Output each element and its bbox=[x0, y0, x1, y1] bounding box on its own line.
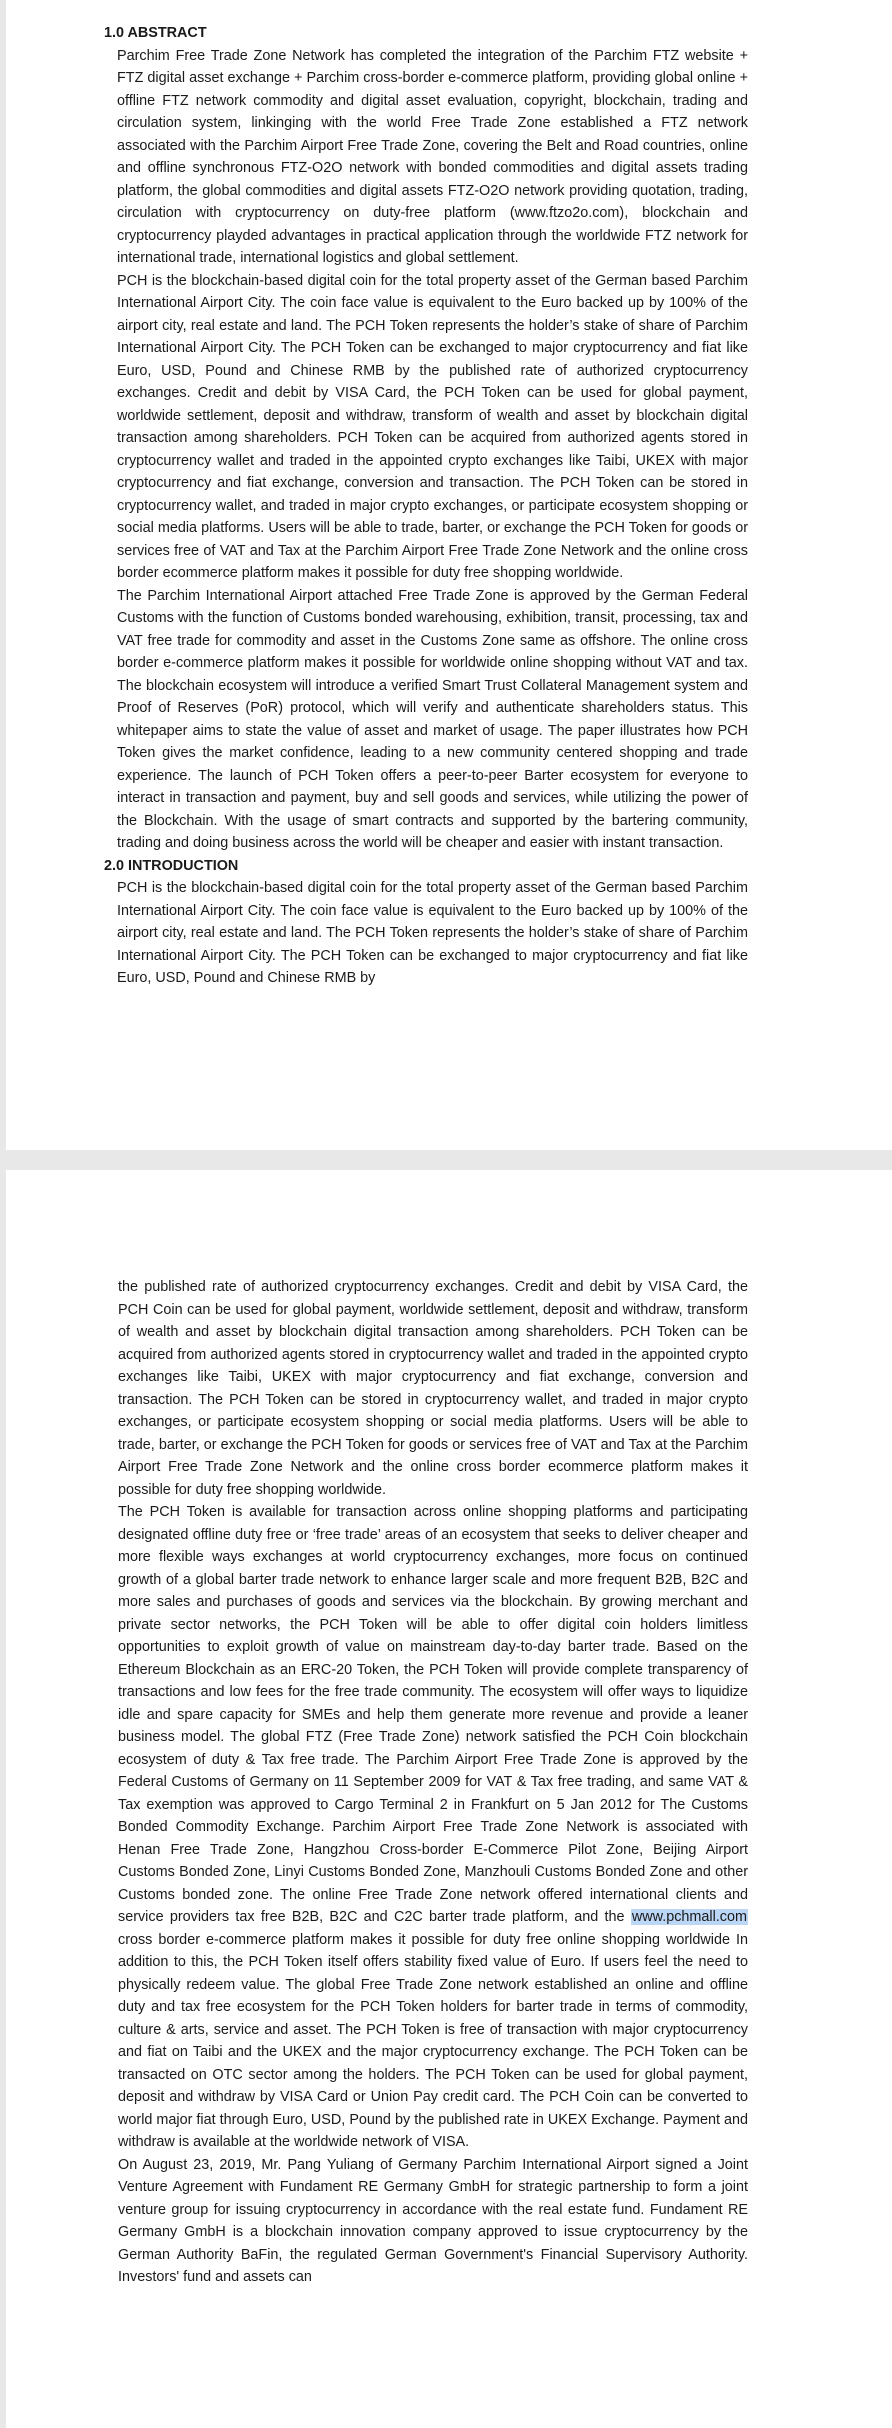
introduction-paragraph-1-continued: the published rate of authorized cryptocurrency exchanges. Credit and debit by VISA Card, the PCH Coin can be used for global payment, worldwide settlement, deposit and withdraw, transform of wealth and asset by blockchain digital transaction among shareholders. PCH Token can be acquired from authorized agents stored in cryptocurrency wallet and traded in the appointed crypto exchanges like Taibi, UKEX with major cryptocurrency and fiat exchange, conversion and transaction. The PCH Token can be stored in cryptocurrency wallet, and traded in major crypto exchanges, or participate ecosystem shopping or social media platforms. Users will be able to trade, barter, or exchange the PCH Token for goods or services free of VAT and Tax at the Parchim Airport Free Trade Zone Network and the online cross border ecommerce platform makes it possible for duty free shopping worldwide. bbox=[118, 1279, 748, 1498]
abstract-paragraph-1: Parchim Free Trade Zone Network has completed the integration of the Parchim FTZ website + FTZ digital asset exchange + Parchim cross-border e-commerce platform, providing global online + offline FTZ network commodity and digital asset evaluation, copyright, blockchain, trading and circulation system, linkinging with the world Free Trade Zone established a FTZ network associated with the Parchim Airport Free Trade Zone, covering the Belt and Road countries, online and offline synchronous FTZ-O2O network with bonded commodities and digital assets trading platform, the global commodities and digital assets FTZ-O2O network providing quotation, trading, circulation with cryptocurrency on duty-free platform (www.ftzo2o.com), blockchain and cryptocurrency playded advantages in practical application through the worldwide FTZ network for international trade, international logistics and global settlement. bbox=[117, 47, 748, 266]
document-page-1 bbox=[6, 0, 892, 1150]
paragraph-text-after-link: cross border e-commerce platform makes it possible for duty free online shopping worldwide In addition to this, the PCH Token itself offers stability fixed value of Euro. If users feel the need to physically redeem value. The global Free Trade Zone network established an online and offline duty and tax free ecosystem for the PCH Token holders for barter trade in terms of commodity, culture & arts, service and asset. The PCH Token is free of transaction with major cryptocurrency and fiat on Taibi and the UKEX and the major cryptocurrency exchange. The PCH Token can be transacted on OTC sector among the holders. The PCH Token can be used for global payment, deposit and withdraw by VISA Card or Union Pay credit card. The PCH Coin can be converted to world major fiat through Euro, USD, Pound by the published rate in UKEX Exchange. Payment and withdraw is available at the worldwide network of VISA. bbox=[118, 1931, 748, 2150]
introduction-heading: 2.0 INTRODUCTION bbox=[104, 857, 239, 874]
paragraph-text-before-link: The PCH Token is available for transaction across online shopping platforms and participating designated offline duty free or ‘free trade’ areas of an ecosystem that seeks to deliver cheaper and more flexible ways exchanges at world cryptocurrency exchanges, more focus on continued growth of a global barter trade network to enhance larger scale and more frequent B2B, B2C and more sales and purchases of goods and services via the blockchain. By growing merchant and private sector networks, the PCH Token will be able to offer digital coin holders limitless opportunities to exploit growth of value on mainstream day-to-day barter trade. Based on the Ethereum Blockchain as an ERC-20 Token, the PCH Token will provide complete transparency of transactions and low fees for the free trade community. The ecosystem will offer ways to liquidize idle and spare capacity for SMEs and help them generate more revenue and provide a leaner business model. The global FTZ (Free Trade Zone) network satisfied the PCH Coin blockchain ecosystem of duty & Tax free trade. The Parchim Airport Free Trade Zone is approved by the Federal Customs of Germany on 11 September 2009 for VAT & Tax free trading, and same VAT & Tax exemption was approved to Cargo Terminal 2 in Frankfurt on 5 Jan 2012 for The Customs Bonded Commodity Exchange. Parchim Airport Free Trade Zone Network is associated with Henan Free Trade Zone, Hangzhou Cross-border E-Commerce Pilot Zone, Beijing Airport Customs Bonded Zone, Linyi Customs Bonded Zone, Manzhouli Customs Bonded Zone and other Customs bonded zone. The online Free Trade Zone network offered international clients and service providers tax free B2B, B2C and C2C barter trade platform, and the bbox=[118, 1504, 748, 1925]
introduction-paragraph-1: PCH is the blockchain-based digital coin for the total property asset of the German based Parchim International Airport City. The coin face value is equivalent to the Euro backed up by 100% of the airport city, real estate and land. The PCH Token represents the holder’s stake of share of Parchim International Airport City. The PCH Token can be exchanged to major cryptocurrency and fiat like Euro, USD, Pound and Chinese RMB by bbox=[117, 880, 748, 986]
abstract-paragraph-2: PCH is the blockchain-based digital coin for the total property asset of the German based Parchim International Airport City. The coin face value is equivalent to the Euro backed up by 100% of the airport city, real estate and land. The PCH Token represents the holder’s stake of share of Parchim International Airport City. The PCH Token can be exchanged to major cryptocurrency and fiat like Euro, USD, Pound and Chinese RMB by the published rate of authorized cryptocurrency exchanges. Credit and debit by VISA Card, the PCH Token can be used for global payment, worldwide settlement, deposit and withdraw, transform of wealth and asset by blockchain digital transaction among shareholders. PCH Token can be acquired from authorized agents stored in cryptocurrency wallet and traded in the appointed crypto exchanges like Taibi, UKEX with major cryptocurrency and fiat exchange, conversion and transaction. The PCH Token can be stored in cryptocurrency wallet, and traded in major crypto exchanges, or participate ecosystem shopping or social media platforms. Users will be able to trade, barter, or exchange the PCH Token for goods or services free of VAT and Tax at the Parchim Airport Free Trade Zone Network and the online cross border ecommerce platform makes it possible for duty free shopping worldwide. bbox=[117, 272, 748, 581]
selected-url-text[interactable]: www.pchmall.com bbox=[631, 1909, 747, 1925]
introduction-paragraph-2 bbox=[118, 1501, 748, 2154]
document-page-2 bbox=[6, 1170, 892, 2428]
introduction-paragraph-3: On August 23, 2019, Mr. Pang Yuliang of Germany Parchim International Airport signed a Joint Venture Agreement with Fundament RE Germany GmbH for strategic partnership to form a joint venture group for issuing cryptocurrency in accordance with the real estate fund. Fundament RE Germany GmbH is a blockchain innovation company approved to issue cryptocurrency by the German Authority BaFin, the regulated German Government's Financial Supervisory Authority. Investors' fund and assets can bbox=[118, 2156, 748, 2285]
abstract-paragraph-3: The Parchim International Airport attached Free Trade Zone is approved by the German Federal Customs with the function of Customs bonded warehousing, exhibition, transit, processing, tax and VAT free trade for commodity and asset in the Customs Zone same as offshore. The online cross border e-commerce platform makes it possible for worldwide online shopping without VAT and tax. The blockchain ecosystem will introduce a verified Smart Trust Collateral Management system and Proof of Reserves (PoR) protocol, which will verify and authenticate shareholders status. This whitepaper aims to state the value of asset and market of usage. The paper illustrates how PCH Token gives the market confidence, leading to a new community centered shopping and trade experience. The launch of PCH Token offers a peer-to-peer Barter ecosystem for everyone to interact in transaction and payment, buy and sell goods and services, while utilizing the power of the Blockchain. With the usage of smart contracts and supported by the bartering community, trading and doing business across the world will be cheaper and easier with instant transaction. bbox=[117, 587, 748, 851]
abstract-heading: 1.0 ABSTRACT bbox=[104, 25, 207, 41]
